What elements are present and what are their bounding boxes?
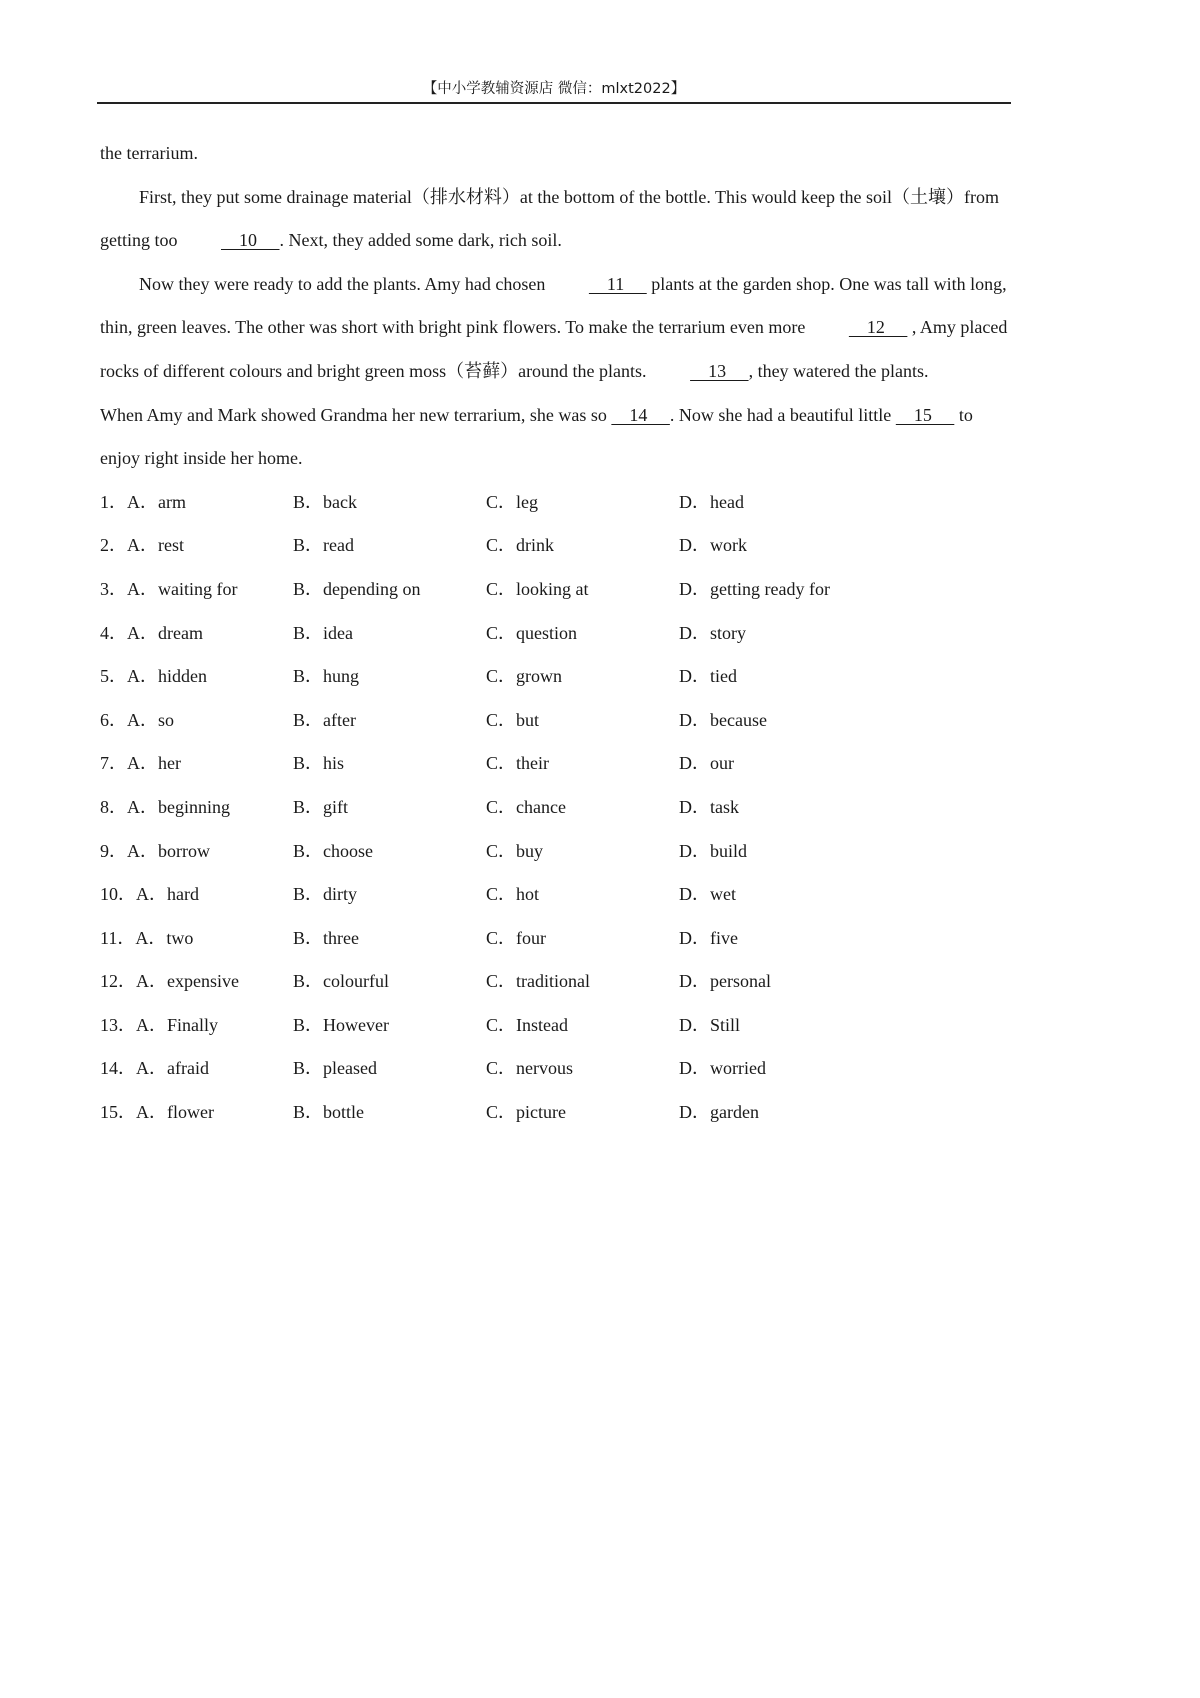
option-d: D．work: [679, 535, 747, 556]
option-d: D．build: [679, 840, 748, 861]
option-d: D．getting ready for: [679, 578, 830, 599]
question-row: [100, 1004, 1010, 1048]
option-a: 8．A．beginning: [100, 796, 230, 817]
question-row: [100, 699, 1010, 743]
question-row: [100, 568, 1010, 612]
option-a: 9．A．borrow: [100, 840, 210, 861]
page-header: [97, 78, 1011, 104]
option-c: C．buy: [486, 840, 544, 861]
question-options: [100, 481, 1010, 1135]
passage-text: . Next, they added some dark, rich soil.: [279, 230, 562, 251]
option-d: D．because: [679, 709, 767, 730]
question-row: [100, 786, 1010, 830]
option-d: D．worried: [679, 1058, 766, 1079]
blank-15: 15: [895, 404, 955, 425]
question-row: [100, 655, 1010, 699]
option-d: D．personal: [679, 971, 771, 992]
option-a: 13．A．Finally: [100, 1014, 219, 1035]
question-row: [100, 1047, 1010, 1091]
option-b: B．bottle: [293, 1102, 364, 1123]
option-a: 2．A．rest: [100, 535, 184, 556]
option-b: B．dirty: [293, 884, 358, 905]
blank-13: 13: [690, 360, 749, 381]
option-c: C．nervous: [486, 1058, 573, 1079]
option-a: 5．A．hidden: [100, 666, 207, 687]
option-b: B．idea: [293, 622, 353, 643]
option-b: B．back: [293, 491, 357, 512]
document-body: [100, 132, 1010, 1135]
passage-text: . Now she had a beautiful little: [669, 404, 896, 425]
blank-10: 10: [221, 230, 280, 251]
option-c: C．picture: [486, 1102, 566, 1123]
option-a: 4．A．dream: [100, 622, 203, 643]
passage-text: to enjoy right inside her home.: [100, 404, 973, 469]
option-d: D．story: [679, 622, 746, 643]
question-row: [100, 917, 1010, 961]
question-row: [100, 742, 1010, 786]
option-b: B．pleased: [293, 1058, 377, 1079]
option-b: B．colourful: [293, 971, 389, 992]
option-b: B．gift: [293, 796, 349, 817]
option-b: B．read: [293, 535, 354, 556]
blank-11: 11: [588, 273, 647, 294]
option-d: D．five: [679, 927, 738, 948]
option-b: B．choose: [293, 840, 373, 861]
option-d: D．tied: [679, 666, 737, 687]
passage-text: When Amy and Mark showed Grandma her new terrarium, she was so: [100, 404, 612, 425]
option-a: 10．A．hard: [100, 884, 199, 905]
option-a: 15．A．flower: [100, 1102, 214, 1123]
option-c: C．their: [486, 753, 549, 774]
option-c: C．leg: [486, 491, 538, 512]
option-d: D．garden: [679, 1102, 759, 1123]
passage-paragraph-4: [100, 394, 1010, 481]
blank-12: 12: [848, 317, 908, 338]
option-a: 1．A．arm: [100, 491, 186, 512]
option-b: B．his: [293, 753, 345, 774]
option-b: B．three: [293, 927, 359, 948]
option-b: B．depending on: [293, 578, 421, 599]
question-row: [100, 960, 1010, 1004]
option-c: C．grown: [486, 666, 562, 687]
question-row: [100, 481, 1010, 525]
question-row: [100, 830, 1010, 874]
option-c: C．drink: [486, 535, 555, 556]
passage-text: the terrarium.: [100, 143, 198, 163]
passage-text: , they watered the plants.: [748, 360, 929, 381]
option-c: C．question: [486, 622, 578, 643]
passage-text: First, they put some drainage material（排水材料）at the bottom of the bottle. This would keep the soil（土壤）from getting too: [100, 186, 1000, 251]
passage-paragraph-2: [100, 176, 1010, 263]
option-a: 14．A．afraid: [100, 1058, 209, 1079]
option-c: C．looking at: [486, 578, 589, 599]
passage-paragraph-3: [100, 263, 1010, 394]
blank-14: 14: [611, 404, 670, 425]
option-a: 3．A．waiting for: [100, 578, 238, 599]
option-c: C．four: [486, 927, 546, 948]
option-d: D．our: [679, 753, 734, 774]
option-d: D．Still: [679, 1014, 741, 1035]
question-row: [100, 1091, 1010, 1135]
option-d: D．head: [679, 491, 744, 512]
passage-text: , Amy placed rocks of different colours and bright green moss（苔藓）around the plants.: [100, 317, 1008, 381]
question-row: [100, 612, 1010, 656]
passage-line-1: [100, 132, 1010, 176]
option-b: B．hung: [293, 666, 360, 687]
question-row: [100, 524, 1010, 568]
option-d: D．wet: [679, 884, 736, 905]
option-b: B．However: [293, 1014, 389, 1035]
option-c: C．Instead: [486, 1014, 568, 1035]
option-a: 11．A．two: [100, 927, 194, 948]
option-a: 7．A．her: [100, 753, 181, 774]
passage-text: plants at the garden shop. One was tall with long, thin, green leaves. The other was short with bright pink flowers. To make the terrarium even more: [100, 273, 1007, 338]
option-a: 6．A．so: [100, 709, 175, 730]
passage-text: Now they were ready to add the plants. Amy had chosen: [139, 273, 550, 294]
option-c: C．chance: [486, 796, 566, 817]
option-c: C．hot: [486, 884, 540, 905]
option-c: C．traditional: [486, 971, 590, 992]
option-d: D．task: [679, 796, 739, 817]
option-c: C．but: [486, 709, 540, 730]
option-b: B．after: [293, 709, 356, 730]
option-a: 12．A．expensive: [100, 971, 239, 992]
question-row: [100, 873, 1010, 917]
header-text: 【中小学教辅资源店 微信：mlxt2022】: [422, 81, 686, 97]
